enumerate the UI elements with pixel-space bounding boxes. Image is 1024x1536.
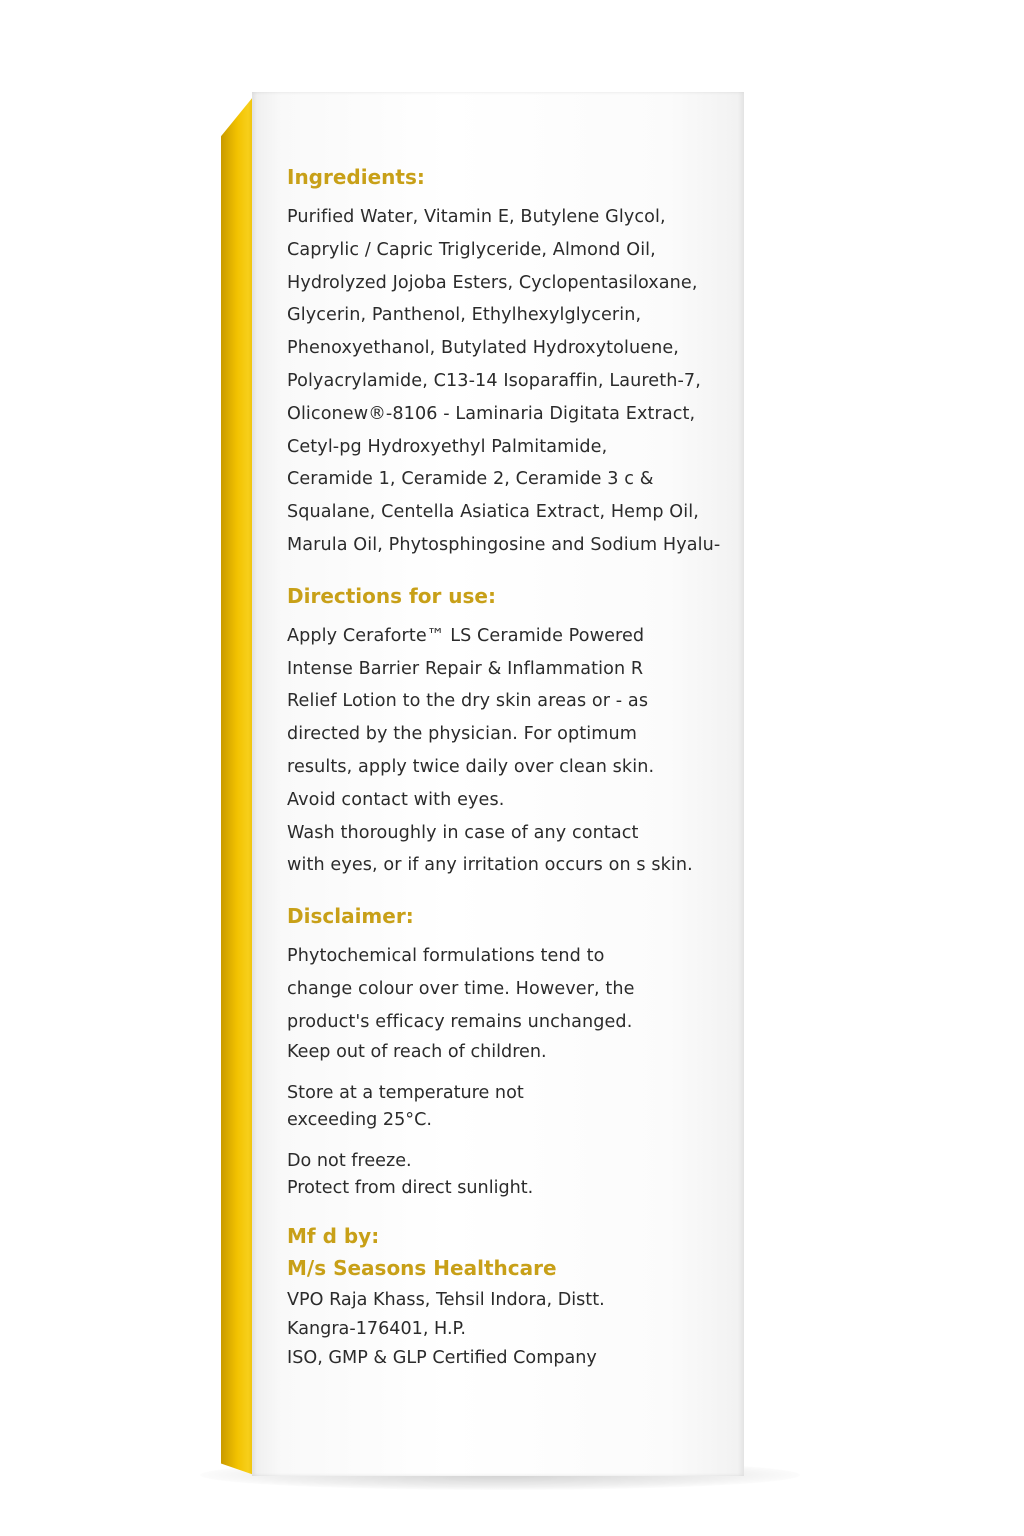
disclaimer-text: Phytochemical formulations tend to change colour over time. However, the product's efficacy remains unchanged. (287, 946, 635, 1032)
freeze-text: Do not freeze. Protect from direct sunlight. (287, 1150, 534, 1198)
manufacturer-address: VPO Raja Khass, Tehsil Indora, Distt. Kangra-176401, H.P. ISO, GMP & GLP Certified Company (287, 1289, 605, 1368)
manufacturer-section (287, 1224, 737, 1373)
ingredients-section (287, 165, 737, 562)
disclaimer-heading: Disclaimer: (287, 904, 414, 929)
storage-text: Store at a temperature not exceeding 25°C. (287, 1082, 524, 1130)
label-content (287, 165, 737, 1387)
disclaimer-section (287, 904, 737, 1201)
ingredients-heading: Ingredients: (287, 165, 425, 189)
manufacturer-heading: Mf d by: (287, 1223, 380, 1248)
directions-text: Apply Ceraforte™ LS Ceramide Powered Intense Barrier Repair & Inflammation R Relief Lotion to the dry skin areas or - as directed by the physician. For optimum results, apply twice daily over clean skin. Avoid contact with eyes. Wash thoroughly in case of any contact with eyes, or if any irritation occurs on s skin. (287, 625, 693, 876)
directions-heading: Directions for use: (287, 583, 496, 608)
manufacturer-company: M/s Seasons Healthcare (287, 1255, 557, 1280)
directions-section (287, 584, 737, 882)
ingredients-text: Purified Water, Vitamin E, Butylene Glycol, Caprylic / Capric Triglyceride, Almond Oil, Hydrolyzed Jojoba Esters, Cyclopentasiloxane, Glycerin, Panthenol, Ethylhexylglycerin, Phenoxyethanol, Butylated Hydroxytoluene, Polyacrylamide, C13-14 Isoparaffin, Laureth-7, Oliconew®-8106 - Laminaria Digitata Extract, Cetyl-pg Hydroxyethyl Palmitamide, Ceramide 1, Ceramide 2, Ceramide 3 c & Squalane, Centella Asiatica Extract, Hemp Oil, Marula Oil, Phytosphingosine and Sodium Hyalu- (287, 207, 721, 555)
keep-out-text: Keep out of reach of children. (287, 1041, 547, 1062)
